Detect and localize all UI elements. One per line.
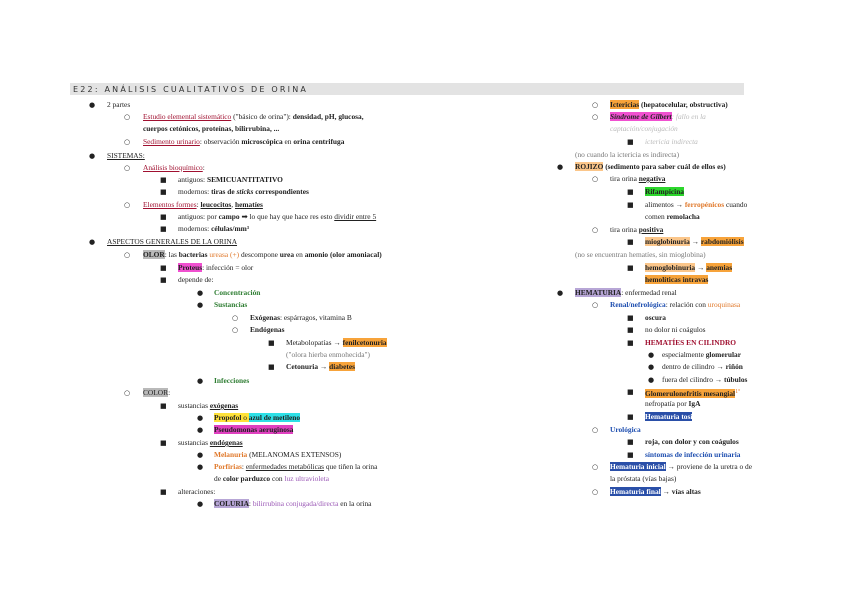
circle-bullet-icon: ○ [592,175,599,183]
list-item: la próstata (vías bajas) [610,474,677,483]
list-item: nefropatía por IgA [645,399,701,408]
section-heading: SISTEMAS: [107,151,145,160]
list-item: Rifampicina [645,187,685,196]
list-item: sustancias endógenas [178,438,243,447]
list-item: oscura [645,313,666,322]
square-bullet-icon: ■ [160,225,167,233]
list-item: Renal/nefrológica: relación con uroquinasa [610,300,741,309]
list-item: COLOR: [143,388,171,397]
square-bullet-icon: ■ [627,326,634,334]
circle-bullet-icon: ○ [592,463,599,471]
list-item: Pseudomonas aeruginosa [214,425,294,434]
list-item: síntomas de infección urinaria [645,450,741,459]
list-item: Metabolopatías → fenilcetonuria [286,338,387,347]
square-bullet-icon: ■ [627,438,634,446]
bullet-icon: ● [197,414,204,422]
list-item: Exógenas: espárragos, vitamina B [250,313,352,322]
bullet-icon: ● [197,500,204,508]
square-bullet-icon: ■ [627,264,634,272]
square-bullet-icon: ■ [160,213,167,221]
list-item: Sustancias [214,300,248,309]
circle-bullet-icon: ○ [592,301,599,309]
circle-bullet-icon: ○ [592,113,599,121]
list-item: antiguos: por campo ➡ lo que hay que hace res esto dividir entre 5 [178,212,377,221]
bullet-icon: ● [89,152,96,160]
square-bullet-icon: ■ [627,451,634,459]
bullet-icon: ● [197,463,204,471]
circle-bullet-icon: ○ [232,314,239,322]
list-item: comen remolacha [645,212,700,221]
list-item: hemoglobinuria → anemias [645,263,733,272]
bullet-icon: ● [197,377,204,385]
list-item: HEMATURIA: enfermedad renal [575,288,677,297]
square-bullet-icon: ■ [160,402,167,410]
list-item: mioglobinuria → rabdomiólisis [645,237,744,246]
bullet-icon: ● [557,163,564,171]
bullet-icon: ● [557,289,564,297]
list-item: Melanuria (MELANOMAS EXTENSOS) [214,450,342,459]
list-item: no dolor ni coágulos [645,325,706,334]
square-bullet-icon: ■ [160,276,167,284]
list-item: sustancias exógenas [178,401,239,410]
section-heading: ASPECTOS GENERALES DE LA ORINA [107,237,238,246]
circle-bullet-icon: ○ [232,326,239,334]
list-item: Porfirias: enfermedades metabólicas que tiñen la orina [214,462,378,471]
list-item: HEMATÍES EN CILINDRO [645,338,737,347]
bullet-icon: ● [197,426,204,434]
list-item: OLOR: las bacterias ureasa (+) descompone urea en amonio (olor amoniacal) [143,250,382,259]
list-item: Hematuria final → vías altas [610,487,701,496]
note-text: (no cuando la ictericia es indirecta) [575,150,680,159]
list-item: Análisis bioquímico: [143,163,205,172]
circle-bullet-icon: ○ [124,138,131,146]
bullet-icon: ● [197,289,204,297]
list-item: roja, con dolor y con coágulos [645,437,739,446]
list-item: Propofol o azul de metileno [214,413,301,422]
circle-bullet-icon: ○ [124,113,131,121]
circle-bullet-icon: ○ [592,101,599,109]
square-bullet-icon: ■ [160,176,167,184]
list-item: Estudio elemental sistemático ("básico de orina"): densidad, pH, glucosa, [143,112,364,121]
list-item: ("olora hierba enmohecida") [286,350,371,359]
list-item: alteraciones: [178,487,216,496]
list-item: Síndrome de Gilbert: fallo en la [610,112,706,121]
list-item: Proteus: infección = olor [178,263,254,272]
square-bullet-icon: ■ [160,439,167,447]
square-bullet-icon: ■ [268,339,275,347]
square-bullet-icon: ■ [160,488,167,496]
list-item: modernos: tiras de sticks correspondientes [178,187,309,196]
list-item: Endógenas [250,325,285,334]
list-item: alimentos → ferropénicos cuando [645,200,748,209]
square-bullet-icon: ■ [627,238,634,246]
list-item: tira orina positiva [610,225,664,234]
bullet-icon: ● [89,238,96,246]
list-item: tira orina negativa [610,174,666,183]
bullet-icon: ● [648,351,655,359]
list-item: fuera del cilindro → túbulos [662,375,748,384]
square-bullet-icon: ■ [627,388,634,396]
circle-bullet-icon: ○ [124,201,131,209]
page-title: E22: ANÁLISIS CUALITATIVOS DE ORINA [73,85,309,94]
list-item: 2 partes [107,100,131,109]
circle-bullet-icon: ○ [592,226,599,234]
list-item: modernos: células/mm³ [178,224,249,233]
bullet-icon: ● [89,101,96,109]
list-item: ROJIZO (sedimento para saber cuál de ellos es) [575,162,726,171]
square-bullet-icon: ■ [268,363,275,371]
list-item: Infecciones [214,376,250,385]
list-item: COLURIA: bilirrubina conjugada/directa en la orina [214,499,372,508]
square-bullet-icon: ■ [627,413,634,421]
list-item: antiguos: SEMICUANTITATIVO [178,175,283,184]
list-item: Elementos formes: leucocitos, hematíes [143,200,263,209]
list-item: Concentración [214,288,261,297]
list-item: ictericia indirecta [645,137,698,146]
bullet-icon: ● [197,451,204,459]
square-bullet-icon: ■ [627,138,634,146]
bullet-icon: ● [197,301,204,309]
list-item: Hematuria inicial → proviene de la uretra o de [610,462,753,471]
list-item: captación/conjugación [610,124,678,133]
circle-bullet-icon: ○ [592,488,599,496]
square-bullet-icon: ■ [160,264,167,272]
note-text: (no se encuentran hematíes, sin mioglobina) [575,250,706,259]
list-item: especialmente glomerular [662,350,742,359]
circle-bullet-icon: ○ [124,164,131,172]
square-bullet-icon: ■ [627,314,634,322]
list-item: Sedimento urinario: observación microscópica en orina centrifuga [143,137,345,146]
list-item: Cetonuria → diabetes [286,362,355,371]
list-item: Hematuria tosi [645,412,693,421]
list-item: dentro de cilindro → riñón [662,362,743,371]
bullet-icon: ● [648,363,655,371]
square-bullet-icon: ■ [627,201,634,209]
list-item: Glomerulonefritis mesangial$^{1º}$ [645,389,741,399]
bullet-icon: ● [648,376,655,384]
circle-bullet-icon: ○ [124,251,131,259]
square-bullet-icon: ■ [627,188,634,196]
square-bullet-icon: ■ [627,339,634,347]
circle-bullet-icon: ○ [124,389,131,397]
circle-bullet-icon: ○ [592,426,599,434]
list-item: de color parduzco con luz ultravioleta [214,474,330,483]
list-item: depende de: [178,275,214,284]
list-item: cuerpos cetónicos, proteínas, bilirrubina, ... [143,124,280,133]
list-item: Urológica [610,425,641,434]
list-item: Ictericias (hepatocelular, obstructiva) [610,100,728,109]
list-item: hemolíticas intravas [645,275,709,284]
square-bullet-icon: ■ [160,188,167,196]
